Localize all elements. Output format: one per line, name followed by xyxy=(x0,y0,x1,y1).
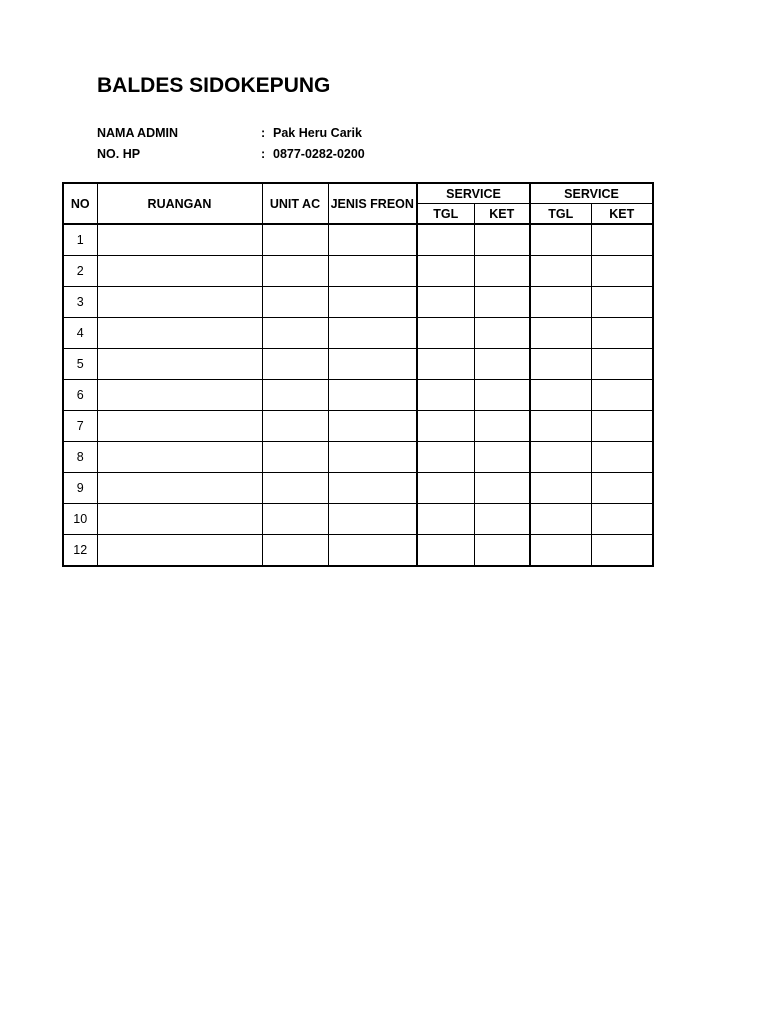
unit-ac-cell[interactable] xyxy=(262,318,328,349)
table-row xyxy=(63,380,653,411)
header-unit-ac: UNIT AC xyxy=(262,183,328,224)
service-2-ket-cell[interactable] xyxy=(591,473,653,504)
ruangan-cell[interactable] xyxy=(97,318,262,349)
ruangan-cell[interactable] xyxy=(97,473,262,504)
admin-name-colon: : xyxy=(261,126,266,140)
header-ruangan: RUANGAN xyxy=(97,183,262,224)
row-number-cell: 5 xyxy=(63,349,97,380)
ruangan-cell[interactable] xyxy=(97,411,262,442)
service-2-ket-cell[interactable] xyxy=(591,535,653,567)
jenis-freon-cell[interactable] xyxy=(328,256,417,287)
jenis-freon-cell[interactable] xyxy=(328,224,417,256)
row-number-cell: 4 xyxy=(63,318,97,349)
service-1-tgl-cell[interactable] xyxy=(417,224,474,256)
service-1-tgl-cell[interactable] xyxy=(417,256,474,287)
ruangan-cell[interactable] xyxy=(97,380,262,411)
service-2-ket-cell[interactable] xyxy=(591,349,653,380)
header-service-1: SERVICE xyxy=(417,183,530,204)
unit-ac-cell[interactable] xyxy=(262,504,328,535)
service-2-ket-cell[interactable] xyxy=(591,287,653,318)
table-row xyxy=(63,256,653,287)
service-1-tgl-cell[interactable] xyxy=(417,535,474,567)
header-ket-2: KET xyxy=(591,204,653,225)
row-number-cell: 9 xyxy=(63,473,97,504)
service-1-tgl-cell[interactable] xyxy=(417,504,474,535)
table-row xyxy=(63,442,653,473)
jenis-freon-cell[interactable] xyxy=(328,287,417,318)
service-1-tgl-cell[interactable] xyxy=(417,287,474,318)
row-number-cell: 6 xyxy=(63,380,97,411)
service-2-tgl-cell[interactable] xyxy=(530,442,591,473)
service-1-tgl-cell[interactable] xyxy=(417,411,474,442)
header-no: NO xyxy=(63,183,97,224)
jenis-freon-cell[interactable] xyxy=(328,318,417,349)
service-2-ket-cell[interactable] xyxy=(591,380,653,411)
row-number-cell: 8 xyxy=(63,442,97,473)
row-number-cell: 12 xyxy=(63,535,97,567)
service-2-tgl-cell[interactable] xyxy=(530,318,591,349)
unit-ac-cell[interactable] xyxy=(262,380,328,411)
service-1-ket-cell[interactable] xyxy=(474,380,530,411)
table-row xyxy=(63,473,653,504)
ac-service-table xyxy=(62,182,654,567)
jenis-freon-cell[interactable] xyxy=(328,380,417,411)
row-number-cell: 7 xyxy=(63,411,97,442)
row-number-cell: 1 xyxy=(63,224,97,256)
service-2-ket-cell[interactable] xyxy=(591,411,653,442)
header-service-2: SERVICE xyxy=(530,183,653,204)
phone-label: NO. HP xyxy=(97,147,141,161)
unit-ac-cell[interactable] xyxy=(262,411,328,442)
service-2-tgl-cell[interactable] xyxy=(530,380,591,411)
header-tgl-1: TGL xyxy=(417,204,474,225)
jenis-freon-cell[interactable] xyxy=(328,411,417,442)
row-number-cell: 10 xyxy=(63,504,97,535)
table-row xyxy=(63,411,653,442)
jenis-freon-cell[interactable] xyxy=(328,473,417,504)
document-title: BALDES SIDOKEPUNG xyxy=(97,74,331,97)
unit-ac-cell[interactable] xyxy=(262,535,328,567)
service-2-tgl-cell[interactable] xyxy=(530,256,591,287)
service-1-ket-cell[interactable] xyxy=(474,442,530,473)
service-2-ket-cell[interactable] xyxy=(591,318,653,349)
unit-ac-cell[interactable] xyxy=(262,224,328,256)
service-1-ket-cell[interactable] xyxy=(474,535,530,567)
unit-ac-cell[interactable] xyxy=(262,473,328,504)
service-1-tgl-cell[interactable] xyxy=(417,380,474,411)
service-1-ket-cell[interactable] xyxy=(474,473,530,504)
service-1-tgl-cell[interactable] xyxy=(417,349,474,380)
service-1-ket-cell[interactable] xyxy=(474,318,530,349)
unit-ac-cell[interactable] xyxy=(262,442,328,473)
service-2-tgl-cell[interactable] xyxy=(530,287,591,318)
service-2-tgl-cell[interactable] xyxy=(530,535,591,567)
service-2-ket-cell[interactable] xyxy=(591,224,653,256)
header-ket-1: KET xyxy=(474,204,530,225)
service-1-ket-cell[interactable] xyxy=(474,411,530,442)
service-2-tgl-cell[interactable] xyxy=(530,224,591,256)
service-2-tgl-cell[interactable] xyxy=(530,473,591,504)
table-row xyxy=(63,349,653,380)
service-2-tgl-cell[interactable] xyxy=(530,411,591,442)
ruangan-cell[interactable] xyxy=(97,535,262,567)
ruangan-cell[interactable] xyxy=(97,349,262,380)
row-number-cell: 2 xyxy=(63,256,97,287)
unit-ac-cell[interactable] xyxy=(262,287,328,318)
table-row xyxy=(63,224,653,256)
table-header xyxy=(63,183,653,224)
ruangan-cell[interactable] xyxy=(97,224,262,256)
service-2-tgl-cell[interactable] xyxy=(530,504,591,535)
service-2-ket-cell[interactable] xyxy=(591,256,653,287)
header-tgl-2: TGL xyxy=(530,204,591,225)
jenis-freon-cell[interactable] xyxy=(328,504,417,535)
unit-ac-cell[interactable] xyxy=(262,349,328,380)
service-2-tgl-cell[interactable] xyxy=(530,349,591,380)
row-number-cell: 3 xyxy=(63,287,97,318)
service-1-ket-cell[interactable] xyxy=(474,504,530,535)
table-row xyxy=(63,504,653,535)
service-1-ket-cell[interactable] xyxy=(474,349,530,380)
header-jenis-freon: JENIS FREON xyxy=(328,183,417,224)
ruangan-cell[interactable] xyxy=(97,256,262,287)
ruangan-cell[interactable] xyxy=(97,287,262,318)
phone-colon: : xyxy=(261,147,266,161)
admin-name-value: Pak Heru Carik xyxy=(273,126,362,140)
jenis-freon-cell[interactable] xyxy=(328,535,417,567)
table-body xyxy=(63,224,653,566)
ruangan-cell[interactable] xyxy=(97,504,262,535)
service-2-ket-cell[interactable] xyxy=(591,504,653,535)
table-row xyxy=(63,318,653,349)
admin-name-label: NAMA ADMIN xyxy=(97,126,179,140)
jenis-freon-cell[interactable] xyxy=(328,442,417,473)
jenis-freon-cell[interactable] xyxy=(328,349,417,380)
table-row xyxy=(63,287,653,318)
phone-value: 0877-0282-0200 xyxy=(273,147,365,161)
ruangan-cell[interactable] xyxy=(97,442,262,473)
service-1-tgl-cell[interactable] xyxy=(417,442,474,473)
service-1-ket-cell[interactable] xyxy=(474,287,530,318)
service-1-ket-cell[interactable] xyxy=(474,224,530,256)
table-row xyxy=(63,535,653,567)
service-1-tgl-cell[interactable] xyxy=(417,473,474,504)
service-2-ket-cell[interactable] xyxy=(591,442,653,473)
service-1-tgl-cell[interactable] xyxy=(417,318,474,349)
unit-ac-cell[interactable] xyxy=(262,256,328,287)
service-1-ket-cell[interactable] xyxy=(474,256,530,287)
